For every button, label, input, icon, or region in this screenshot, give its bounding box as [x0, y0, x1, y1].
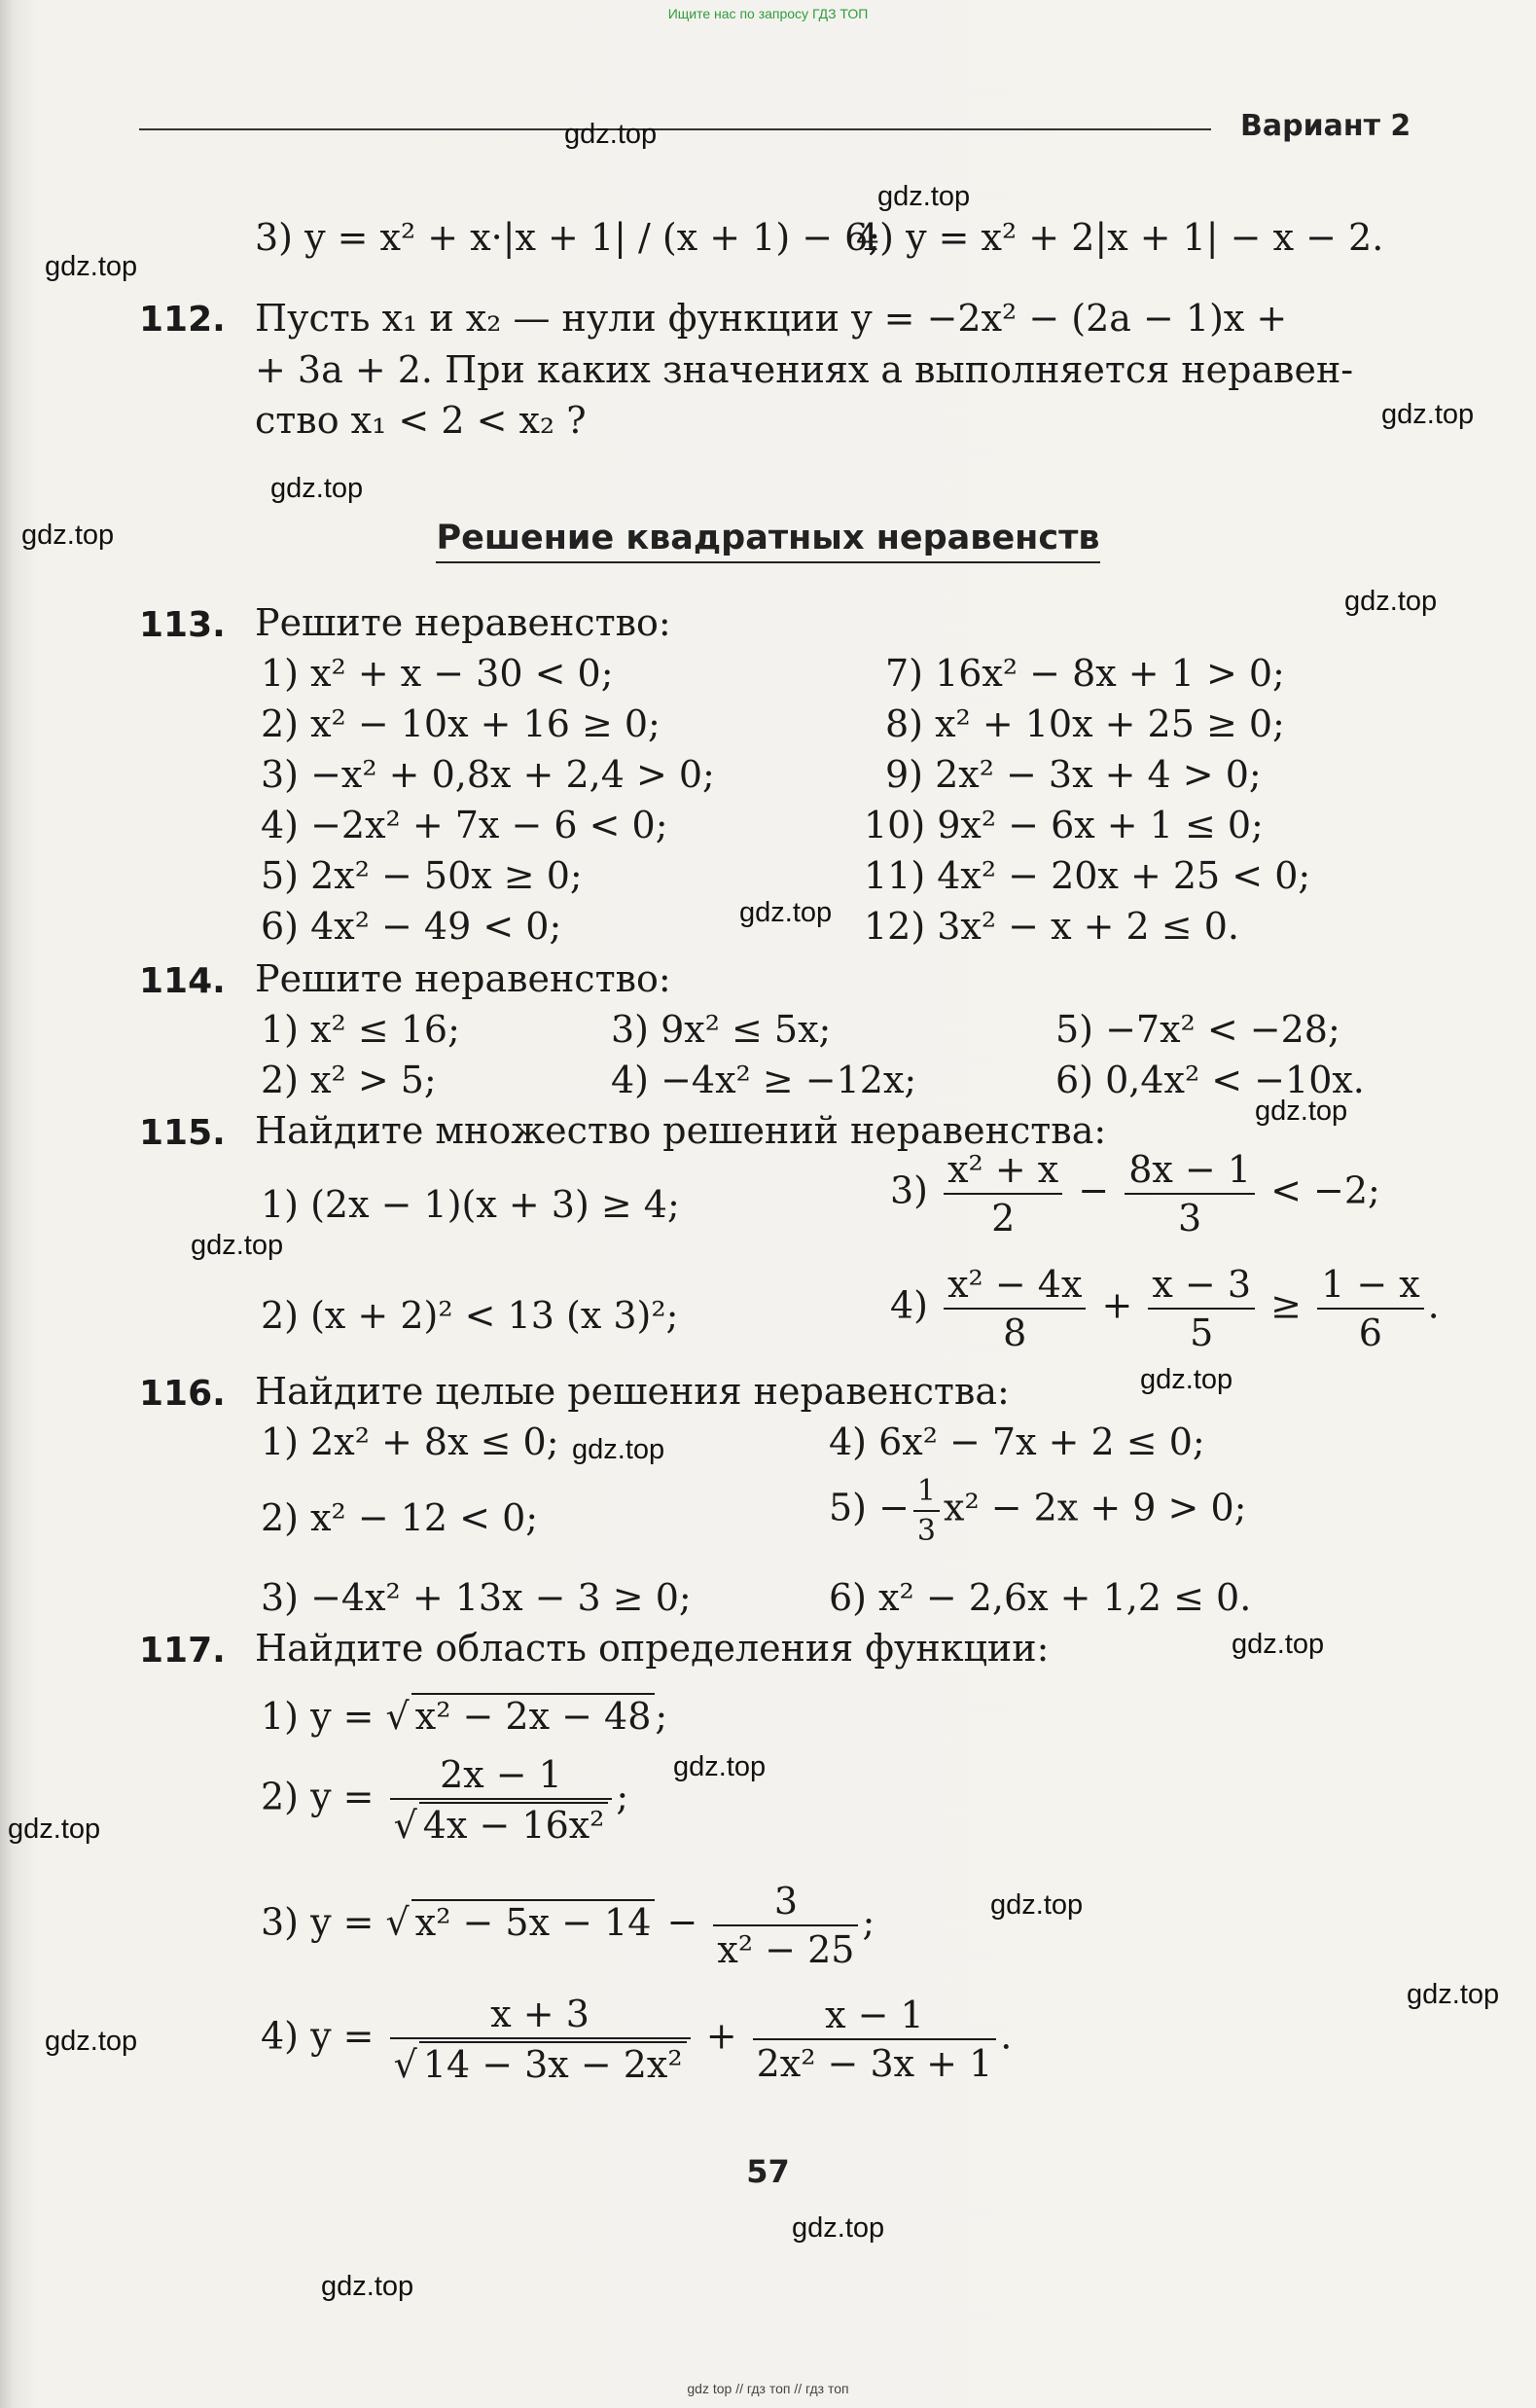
- task117-item3: 3) y = √ x² − 5x − 14 − $\frac{3}{\text{x² − 25}}$ ;: [261, 1880, 875, 1971]
- fraction: $\frac{1}{3}$: [913, 1474, 940, 1548]
- fraction: $\frac{8x - 1}{3}$: [1125, 1148, 1255, 1240]
- task117-title: Найдите область определения функции:: [255, 1627, 1050, 1670]
- task116-item2: 2) x² − 12 < 0;: [261, 1496, 539, 1539]
- task117-item1: 1) y = √ x² − 2x − 48 ;: [261, 1695, 668, 1738]
- watermark: gdz.top: [321, 2271, 414, 2302]
- watermark: gdz.top: [564, 119, 658, 150]
- watermark: gdz.top: [1140, 1364, 1233, 1395]
- task111-item3: 3) y = x² + x·|x + 1| / (x + 1) − 6;: [255, 216, 881, 259]
- task116-title: Найдите целые решения неравенства:: [255, 1370, 1010, 1413]
- task113-item9: 9) 2x² − 3x + 4 > 0;: [885, 753, 1262, 796]
- fraction: $\frac{\text{x² − 4x}}{8}$: [944, 1263, 1086, 1354]
- watermark: gdz.top: [739, 897, 833, 928]
- task116-item5: 5) − $\frac{1}{3}$ x² − 2x + 9 > 0;: [829, 1474, 1247, 1548]
- watermark: gdz.top: [1344, 586, 1438, 617]
- task112-line2: + 3a + 2. При каких значениях a выполняется неравен-: [255, 348, 1354, 391]
- task116-item1: 1) 2x² + 8x ≤ 0;: [261, 1420, 559, 1463]
- task113-item3: 3) −x² + 0,8x + 2,4 > 0;: [261, 753, 715, 796]
- task116-item3: 3) −4x² + 13x − 3 ≥ 0;: [261, 1576, 692, 1619]
- task115-item3-label: 3): [890, 1168, 929, 1212]
- task117-number: 117.: [139, 1631, 226, 1671]
- watermark: gdz.top: [1381, 399, 1475, 430]
- watermark: gdz.top: [792, 2212, 885, 2244]
- task114-item6: 6) 0,4x² < −10x.: [1055, 1059, 1365, 1101]
- page-number: 57: [746, 2153, 790, 2190]
- task114-item3: 3) 9x² ≤ 5x;: [611, 1008, 832, 1051]
- fraction: $\frac{x - 1}{\text{2x² − 3x + 1}}$: [753, 1994, 997, 2085]
- task113-item11: 11) 4x² − 20x + 25 < 0;: [864, 854, 1311, 897]
- task113-number: 113.: [139, 605, 226, 645]
- task114-item5: 5) −7x² < −28;: [1055, 1008, 1340, 1051]
- watermark: gdz.top: [45, 2026, 138, 2057]
- watermark: gdz.top: [1232, 1629, 1325, 1660]
- task111-item4: 4) y = x² + 2|x + 1| − x − 2.: [856, 216, 1384, 259]
- top-note: Ищите нас по запросу ГДЗ ТОП: [667, 6, 869, 21]
- task112-line1: Пусть x₁ и x₂ — нули функции y = −2x² − (2a − 1)x +: [255, 297, 1288, 340]
- task117-item4: 4) y = $\frac{x + 3}{\text{√ 14 − 3x − 2x²}}$ + $\frac{x - 1}{\text{2x² − 3x + 1}}$ .: [261, 1993, 1013, 2086]
- task112-line3: ство x₁ < 2 < x₂ ?: [255, 399, 587, 442]
- watermark: gdz.top: [673, 1751, 767, 1782]
- watermark: gdz.top: [1407, 1979, 1500, 2010]
- variant-label: Вариант 2: [1240, 109, 1411, 143]
- task113-item6: 6) 4x² − 49 < 0;: [261, 905, 562, 948]
- fraction: $\frac{2x - 1}{\text{√ 4x − 16x²}}$: [390, 1753, 613, 1847]
- task114-item4: 4) −4x² ≥ −12x;: [611, 1059, 917, 1101]
- fraction: $\frac{x + 3}{\text{√ 14 − 3x − 2x²}}$: [390, 1993, 691, 2086]
- bottom-note: gdz top // гдз топ // гдз топ: [687, 2381, 849, 2396]
- task116-item4: 4) 6x² − 7x + 2 ≤ 0;: [829, 1420, 1205, 1463]
- task117-item4-label: 4) y =: [261, 2014, 375, 2058]
- section-title: Решение квадратных неравенств: [0, 519, 1536, 557]
- watermark: gdz.top: [1255, 1096, 1348, 1127]
- task114-item2: 2) x² > 5;: [261, 1059, 437, 1101]
- task117-item2-label: 2) y =: [261, 1775, 375, 1818]
- task115-item1: 1) (2x − 1)(x + 3) ≥ 4;: [261, 1183, 680, 1226]
- fraction: $\frac{\text{x² + x}}{2}$: [944, 1148, 1062, 1240]
- task114-number: 114.: [139, 961, 226, 1001]
- task113-item10: 10) 9x² − 6x + 1 ≤ 0;: [864, 804, 1264, 846]
- task115-number: 115.: [139, 1113, 226, 1153]
- watermark: gdz.top: [990, 1889, 1084, 1921]
- task113-item4: 4) −2x² + 7x − 6 < 0;: [261, 804, 668, 846]
- task116-number: 116.: [139, 1374, 226, 1414]
- watermark: gdz.top: [191, 1230, 284, 1261]
- task115-item2: 2) (x + 2)² < 13 (x 3)²;: [261, 1294, 679, 1337]
- radicand: x² − 2x − 48: [411, 1693, 656, 1738]
- task117-item2: 2) y = $\frac{2x - 1}{\text{√ 4x − 16x²}}$ ;: [261, 1753, 629, 1847]
- task115-item4-label: 4): [890, 1283, 929, 1327]
- watermark: gdz.top: [572, 1434, 665, 1465]
- task113-item1: 1) x² + x − 30 < 0;: [261, 652, 614, 695]
- task113-item7: 7) 16x² − 8x + 1 > 0;: [885, 652, 1285, 695]
- task115-title: Найдите множество решений неравенства:: [255, 1109, 1107, 1152]
- fraction: $\frac{x - 3}{5}$: [1148, 1263, 1255, 1354]
- task113-item2: 2) x² − 10x + 16 ≥ 0;: [261, 702, 661, 745]
- task112-number: 112.: [139, 300, 226, 340]
- task113-item5: 5) 2x² − 50x ≥ 0;: [261, 854, 583, 897]
- task116-item6: 6) x² − 2,6x + 1,2 ≤ 0.: [829, 1576, 1252, 1619]
- header-rule: [139, 128, 1211, 130]
- fraction: $\frac{3}{\text{x² − 25}}$: [713, 1880, 858, 1971]
- watermark: gdz.top: [877, 181, 971, 212]
- task113-title: Решите неравенство:: [255, 601, 671, 644]
- task113-item8: 8) x² + 10x + 25 ≥ 0;: [885, 702, 1285, 745]
- task115-item4: 4) $\frac{\text{x² − 4x}}{8}$ + $\frac{x - 3}{5}$ ≥ $\frac{1 - x}{6}$ .: [890, 1263, 1440, 1354]
- task114-title: Решите неравенство:: [255, 957, 671, 1000]
- task115-item3: 3) $\frac{\text{x² + x}}{2}$ − $\frac{8x - 1}{3}$ < −2;: [890, 1148, 1380, 1240]
- watermark: gdz.top: [45, 251, 138, 282]
- watermark: gdz.top: [8, 1814, 101, 1845]
- task117-item1-label: 1) y =: [261, 1695, 375, 1738]
- watermark: gdz.top: [270, 473, 364, 504]
- watermark: gdz.top: [21, 520, 115, 551]
- fraction: $\frac{1 - x}{6}$: [1317, 1263, 1424, 1354]
- task116-item5-label: 5) −: [829, 1486, 910, 1529]
- task114-item1: 1) x² ≤ 16;: [261, 1008, 460, 1051]
- task117-item3-label: 3) y =: [261, 1900, 375, 1944]
- task113-item12: 12) 3x² − x + 2 ≤ 0.: [864, 905, 1239, 948]
